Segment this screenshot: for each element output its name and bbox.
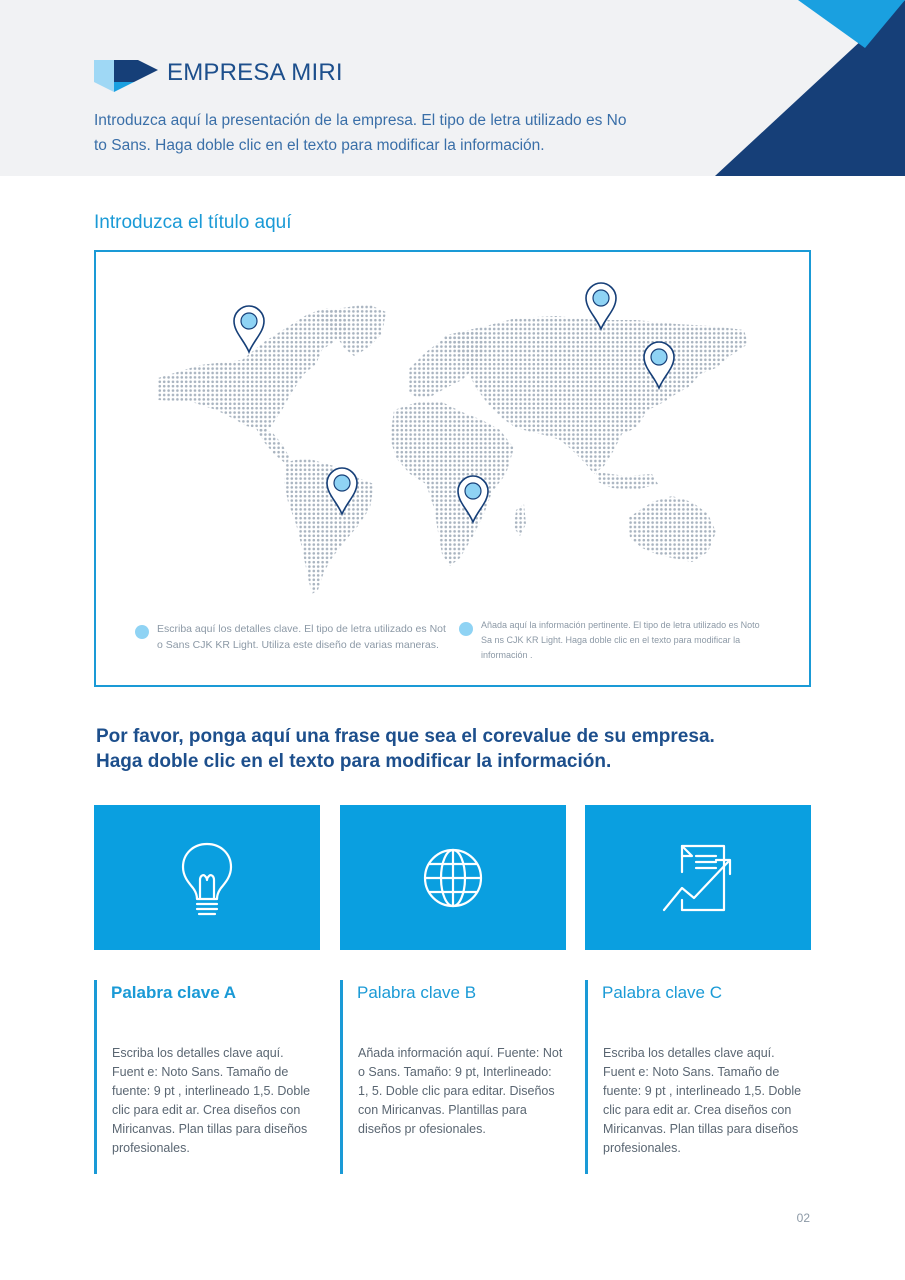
legend-dot-icon <box>459 622 473 636</box>
corevalue-line-2: Haga doble clic en el texto para modificar la información. <box>96 751 612 772</box>
corner-decoration <box>715 0 905 176</box>
keyword-b-column <box>340 980 566 1174</box>
world-map-panel <box>94 250 811 687</box>
keyword-c-title: Palabra clave C <box>602 983 723 1002</box>
keyword-a-column <box>94 980 320 1174</box>
company-intro: Introduzca aquí la presentación de la empresa. El tipo de letra utilizado es No to Sans. Haga doble clic en el texto para modificar la información. <box>94 112 627 154</box>
keyword-a-text: Escriba los detalles clave aquí. Fuent e: Noto Sans. Tamaño de fuente: 9 pt , interlineado 1,5. Doble clic para edit ar. Crea diseños con Miricanvas. Plan tillas para diseños profesionales. <box>112 1046 311 1155</box>
map-legend-item <box>459 618 771 660</box>
keyword-b-title: Palabra clave B <box>357 983 477 1002</box>
company-logo-icon <box>94 56 158 94</box>
map-legend-item <box>135 621 447 653</box>
globe-icon <box>413 838 493 918</box>
keyword-a-tile <box>94 805 320 950</box>
header <box>0 0 905 176</box>
company-name: EMPRESA MIRI <box>167 59 343 86</box>
keyword-c-text: Escriba los detalles clave aquí. Fuent e: Noto Sans. Tamaño de fuente: 9 pt , interlineado 1,5. Doble clic para edit ar. Crea diseños con Miricanvas. Plan tillas para diseños profesionales. <box>603 1046 802 1155</box>
keyword-c-tile <box>585 805 811 950</box>
page-number: 02 <box>796 1211 810 1225</box>
document-growth-icon <box>658 838 738 918</box>
corevalue-statement <box>96 724 796 774</box>
legend-dot-icon <box>135 625 149 639</box>
keyword-a-title: Palabra clave A <box>111 983 237 1002</box>
keyword-b-text: Añada información aquí. Fuente: Not o Sans. Tamaño: 9 pt, Interlineado: 1, 5. Doble clic para editar. Diseños con Miricanvas. Plantillas para diseños pr ofesionales. <box>358 1046 563 1136</box>
legend-text: Escriba aquí los detalles clave. El tipo de letra utilizado es Not o Sans CJK KR Light. Utiliza este diseño de varias maneras. <box>157 623 446 651</box>
section-title: Introduzca el título aquí <box>94 212 292 233</box>
legend-text: Añada aquí la información pertinente. El tipo de letra utilizado es Noto Sa ns CJK KR Light. Haga doble clic en el texto para modificar la información . <box>481 620 760 660</box>
keyword-c-column <box>585 980 811 1174</box>
keyword-b-tile <box>340 805 566 950</box>
corevalue-line-1: Por favor, ponga aquí una frase que sea el corevalue de su empresa. <box>96 726 715 747</box>
lightbulb-icon <box>167 838 247 918</box>
map-pin-north-america[interactable] <box>234 306 264 352</box>
